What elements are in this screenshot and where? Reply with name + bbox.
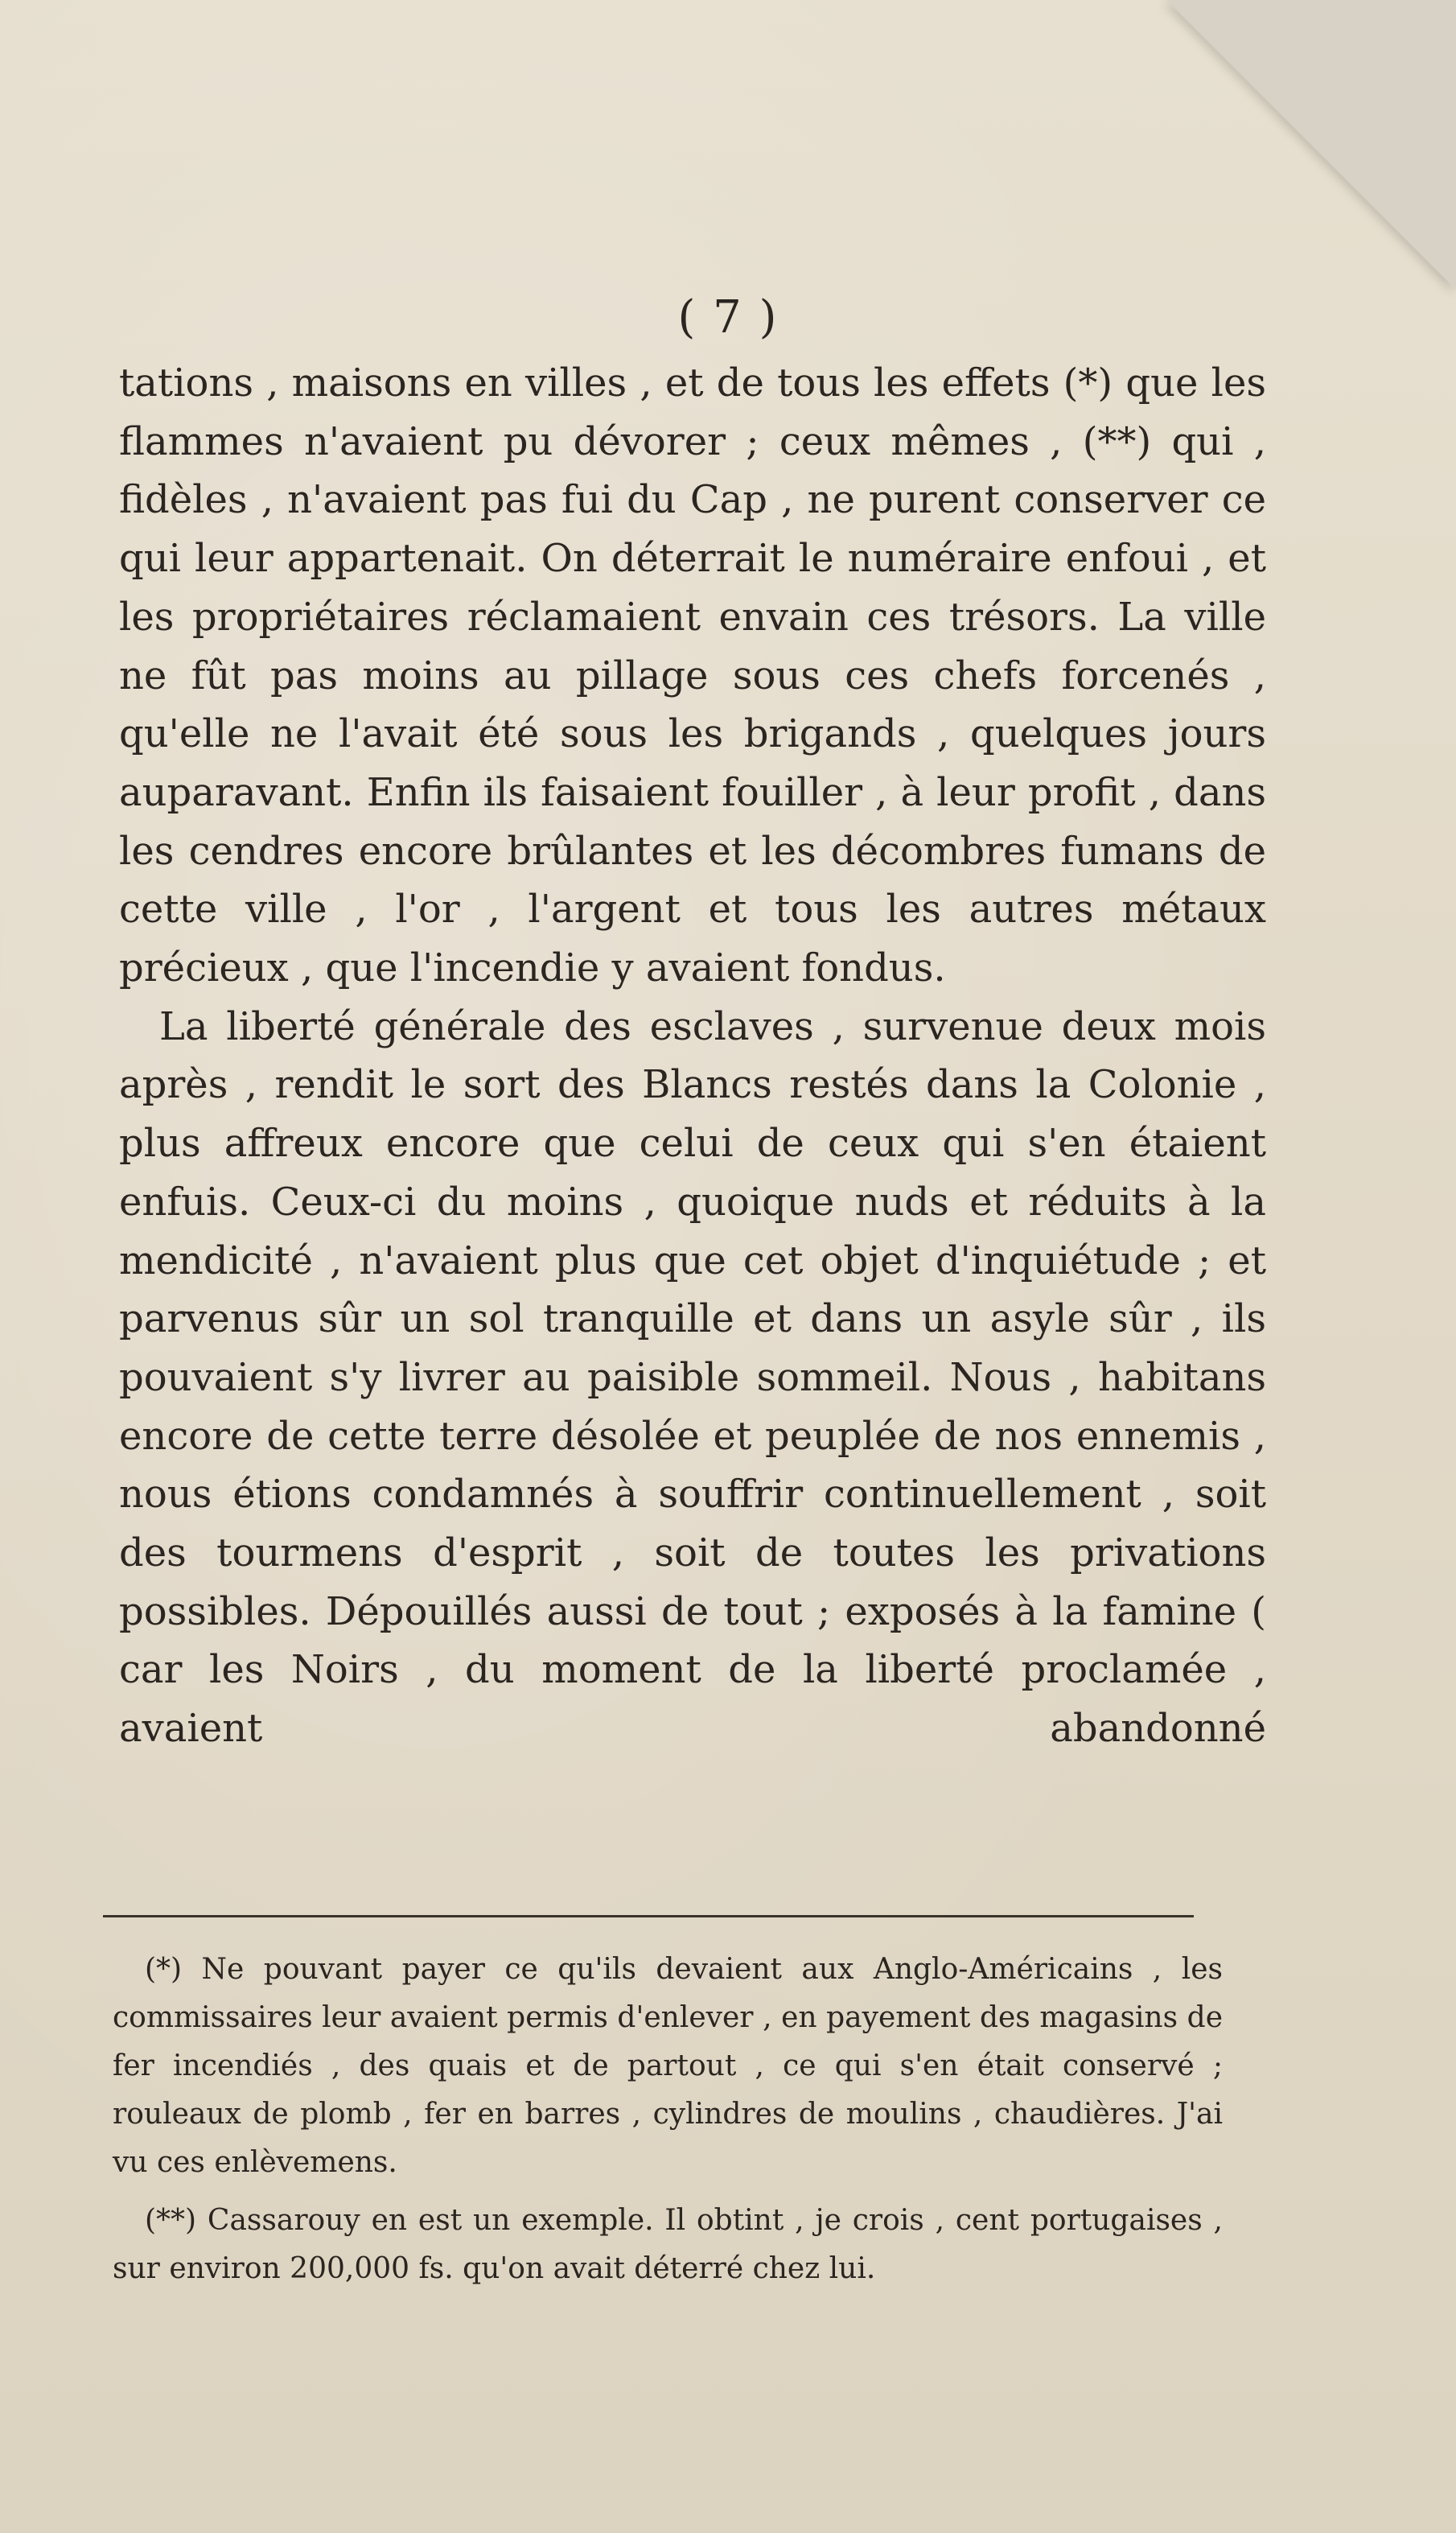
main-text bbox=[119, 354, 1266, 1758]
footnotes bbox=[113, 1946, 1223, 2303]
footnote-separator bbox=[103, 1915, 1194, 1917]
footnote-2: (**) Cassarouy en est un exemple. Il obtint , je crois , cent portugaises , sur environ 200,000 fs. qu'on avait déterré chez lui. bbox=[113, 2204, 1223, 2285]
footnote-1: (*) Ne pouvant payer ce qu'ils devaient aux Anglo-Américains , les commissaires leur avaient permis d'enlever , en payement des magasins de fer incendiés , des quais et de partout , ce qui s'en était conservé ; rouleaux de plomb , fer en barres , cylindres de moulins , chaudières. J'ai vu ces enlèvemens. bbox=[113, 1953, 1223, 2179]
paragraph-1: tations , maisons en villes , et de tous les effets (*) que les flammes n'avaient pu dévorer ; ceux mêmes , (**) qui , fidèles , n'avaient pas fui du Cap , ne purent conserver ce qui leur appartenait. On déterrait le numéraire enfoui , et les propriétaires réclamaient envain ces trésors. La ville ne fût pas moins au pillage sous ces chefs forcenés , qu'elle ne l'avait été sous les brigands , quelques jours auparavant. Enfin ils faisaient fouiller , à leur profit , dans les cendres encore brûlantes et les décombres fumans de cette ville , l'or , l'argent et tous les autres métaux précieux , que l'incendie y avaient fondus. bbox=[119, 360, 1266, 991]
paragraph-2: La liberté générale des esclaves , survenue deux mois après , rendit le sort des Blancs restés dans la Colonie , plus affreux encore que celui de ceux qui s'en étaient enfuis. Ceux-ci du moins , quoique nuds et réduits à la mendicité , n'avaient plus que cet objet d'inquiétude ; et parvenus sûr un sol tranquille et dans un asyle sûr , ils pouvaient s'y livrer au paisible sommeil. Nous , habitans encore de cette terre désolée et peuplée de nos ennemis , nous étions condamnés à souffrir continuellement , soit des tourmens d'esprit , soit de toutes les privations possibles. Dépouillés aussi de tout ; exposés à la famine ( car les Noirs , du moment de la liberté proclamée , avaient abandonné bbox=[119, 1003, 1266, 1752]
folded-corner bbox=[1166, 0, 1456, 290]
page-number: ( 7 ) bbox=[677, 291, 779, 344]
